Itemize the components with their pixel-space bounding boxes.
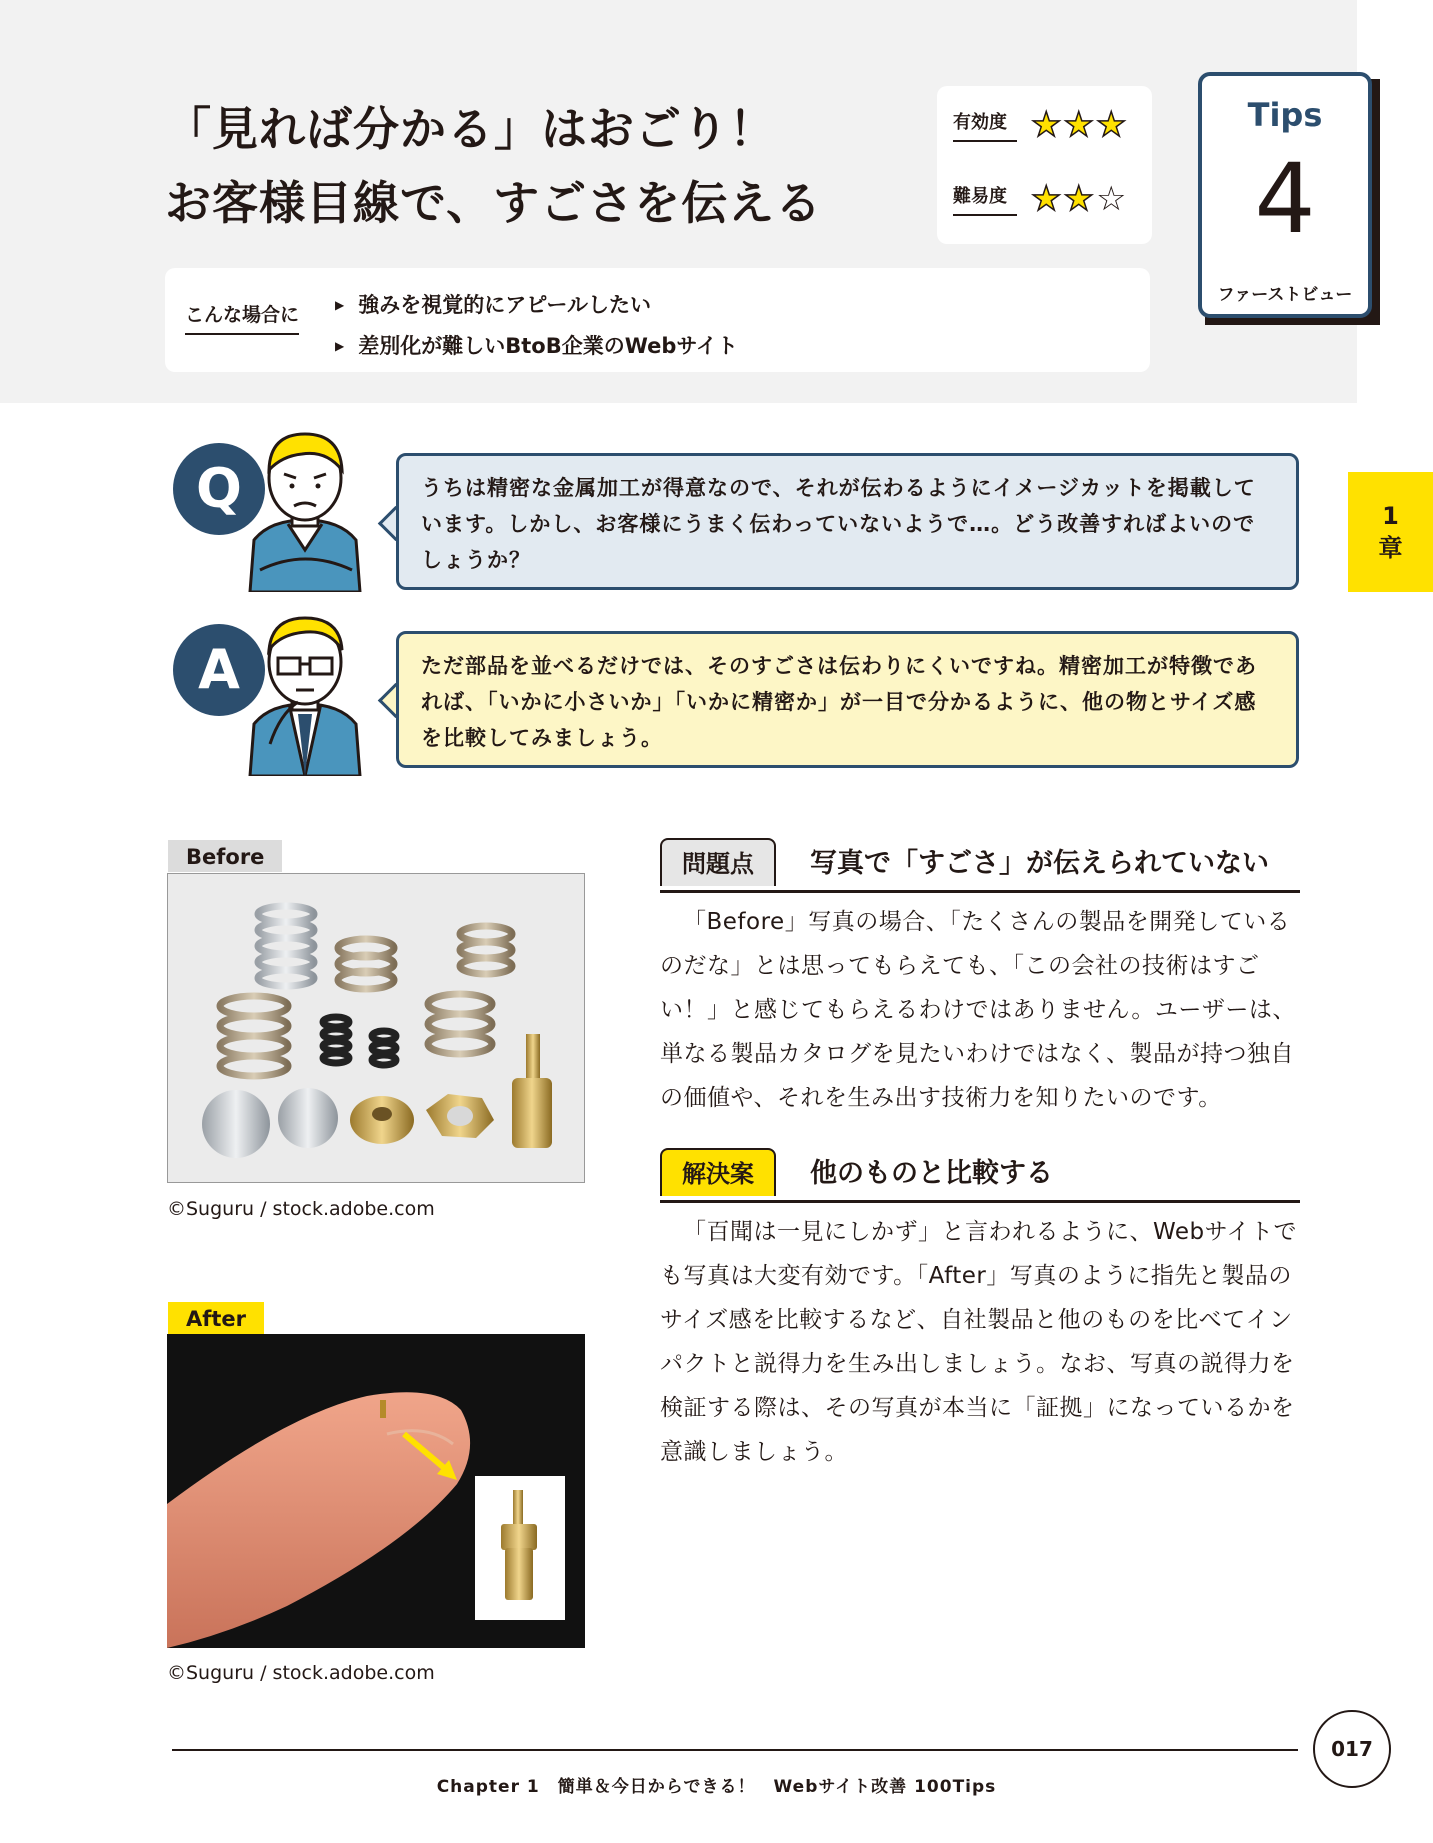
before-photo-credit: ©Suguru / stock.adobe.com — [167, 1198, 435, 1220]
difficulty-label: 難易度 — [953, 182, 1017, 216]
rating-card — [937, 86, 1152, 244]
tips-card — [1198, 72, 1372, 318]
solution-title: 他のものと比較する — [810, 1158, 1053, 1189]
problem-heading — [660, 838, 1300, 893]
after-photo-credit: ©Suguru / stock.adobe.com — [167, 1662, 435, 1684]
after-tag: After — [168, 1302, 264, 1334]
consultant-illustration — [240, 604, 370, 776]
tips-word: Tips — [1247, 96, 1323, 134]
chapter-tab — [1348, 472, 1433, 592]
star-filled-icon: ★ — [1031, 179, 1062, 219]
page-number: 017 — [1313, 1710, 1391, 1788]
star-filled-icon: ★ — [1063, 179, 1094, 219]
use-case-item: ▶ 差別化が難しいBtoB企業のWebサイト — [335, 327, 738, 368]
solution-body: 「百聞は一見にしかず」と言われるように、Webサイトでも写真は大変有効です。「After」写真のように指先と製品のサイズ感を比較するなど、自社製品と他のものを比べてインパクトと説得力を生み出しましょう。なお、写真の説得力を検証する際は、その写真が本当に「証拠」になっているかを意識しましょう。 — [660, 1219, 1298, 1465]
difficulty-rating — [953, 179, 1127, 219]
solution-tag: 解決案 — [660, 1148, 776, 1196]
star-filled-icon: ★ — [1031, 105, 1062, 145]
problem-tag: 問題点 — [660, 838, 776, 886]
worried-man-illustration — [240, 420, 370, 592]
metal-parts-image — [168, 874, 585, 1183]
use-case-list — [335, 286, 738, 368]
use-case-item: ▶ 強みを視覚的にアピールしたい — [335, 286, 738, 327]
tips-number: 4 — [1254, 143, 1316, 255]
effectiveness-label: 有効度 — [953, 108, 1017, 142]
before-photo — [167, 873, 585, 1183]
before-tag: Before — [168, 840, 282, 872]
after-photo — [167, 1334, 585, 1648]
chapter-number: 1 — [1382, 502, 1399, 530]
title-line-2: お客様目線で、すごさを伝える — [165, 176, 823, 230]
question-bubble: うちは精密な金属加工が得意なので、それが伝わるようにイメージカットを掲載しています。しかし、お客様にうまく伝わっていないようで…。どう改善すればよいのでしょうか？ — [396, 453, 1299, 590]
star-empty-icon: ☆ — [1095, 179, 1127, 219]
effectiveness-rating — [953, 105, 1127, 145]
star-filled-icon: ★ — [1063, 105, 1094, 145]
problem-title: 写真で「すごさ」が伝えられていない — [810, 848, 1269, 879]
fingertip-comparison-image — [167, 1334, 585, 1648]
difficulty-stars — [1031, 179, 1127, 219]
page-title — [165, 92, 822, 240]
running-footer: Chapter 1 簡単＆今日からできる！ Webサイト改善 100Tips — [436, 1777, 997, 1797]
tips-category: ファーストビュー — [1217, 285, 1353, 305]
solution-heading — [660, 1148, 1300, 1203]
star-filled-icon: ★ — [1095, 105, 1127, 145]
question-badge: Q — [173, 443, 265, 535]
footer-rule — [172, 1749, 1298, 1751]
chapter-label: 章 — [1378, 534, 1403, 562]
use-case-label: こんな場合に — [185, 300, 299, 335]
title-line-1: 「見れば分かる」はおごり！ — [165, 102, 776, 156]
effectiveness-stars — [1031, 105, 1127, 145]
use-case-box — [165, 268, 1150, 372]
answer-bubble: ただ部品を並べるだけでは、そのすごさは伝わりにくいですね。精密加工が特徴であれば、「いかに小さいか」「いかに精密か」が一目で分かるように、他の物とサイズ感を比較してみましょう。 — [396, 631, 1299, 768]
answer-badge: A — [173, 624, 265, 716]
problem-body: 「Before」写真の場合、「たくさんの製品を開発しているのだな」とは思ってもらえても、「この会社の技術はすごい！」と感じてもらえるわけではありません。ユーザーは、単なる製品カタログを見たいわけではなく、製品が持つ独自の価値や、それを生み出す技術力を知りたいのです。 — [660, 909, 1296, 1111]
